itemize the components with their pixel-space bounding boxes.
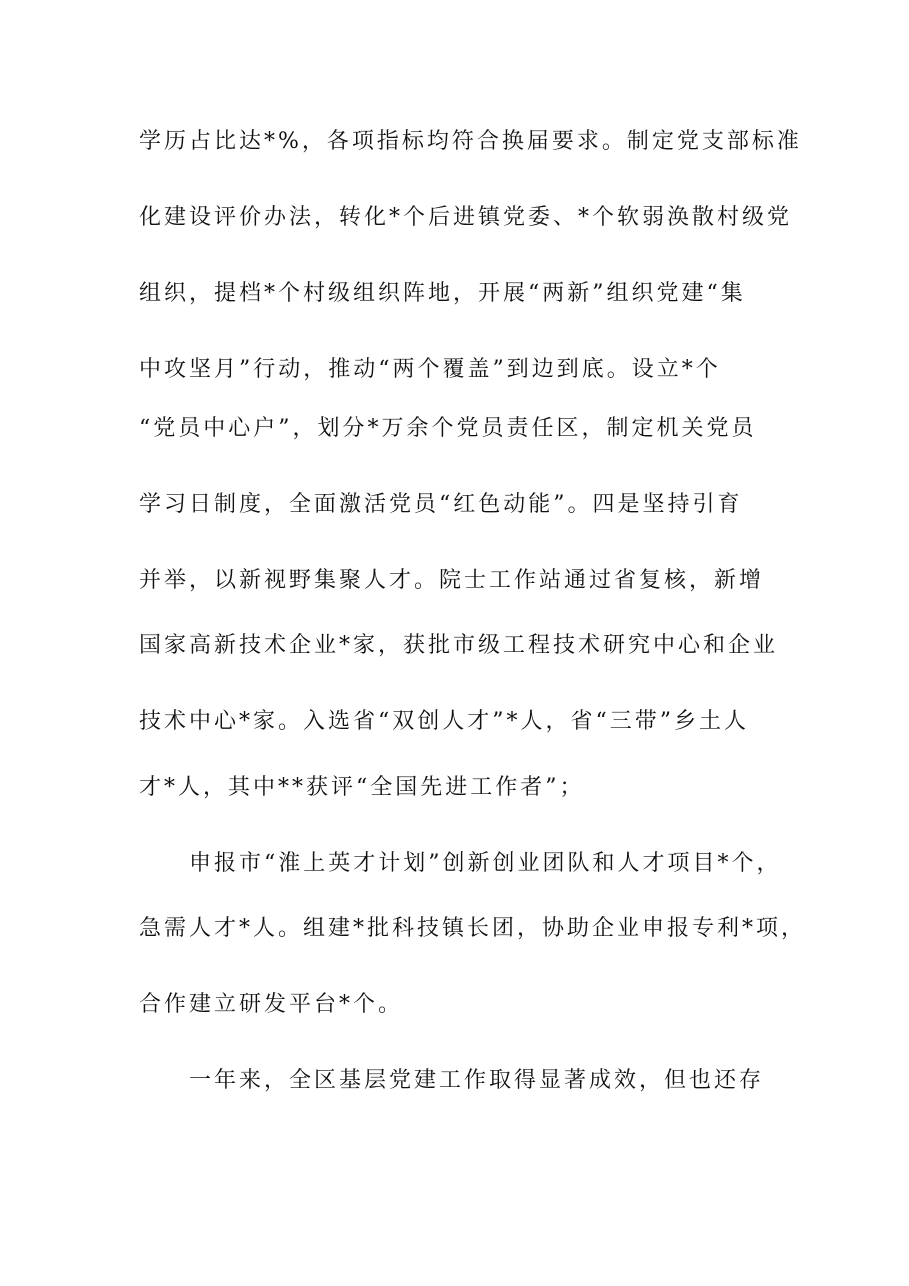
paragraph-line: 一年来，全区基层党建工作取得显著成效，但也还存 [189,1068,765,1093]
paragraph-line: 急需人才*人。组建*批科技镇长团，协助企业申报专利*项， [139,916,807,941]
paragraph-line: 并举，以新视野集聚人才。院士工作站通过省复核，新增 [139,568,765,593]
paragraph-line: 化建设评价办法，转化*个后进镇党委、*个软弱涣散村级党 [139,205,793,230]
paragraph-line: 组织，提档*个村级组织阵地，开展“两新”组织党建“集 [139,281,746,306]
paragraph-line: 才*人，其中**获评“全国先进工作者”； [139,775,585,800]
paragraph-line: 申报市“淮上英才计划”创新创业团队和人才项目*个， [189,851,782,876]
paragraph-line: 技术中心*家。入选省“双创人才”*人，省“三带”乡土人 [139,709,749,734]
paragraph-line: 学习日制度，全面激活党员“红色动能”。四是坚持引育 [139,492,743,517]
paragraph-line: “党员中心户”，划分*万余个党员责任区，制定机关党员 [139,416,757,441]
paragraph-line: 国家高新技术企业*家，获批市级工程技术研究中心和企业 [139,633,779,658]
paragraph-line: 学历占比达*%，各项指标均符合换届要求。制定党支部标准 [139,129,802,154]
paragraph-line: 中攻坚月”行动，推动“两个覆盖”到边到底。设立*个 [139,357,721,382]
paragraph-line: 合作建立研发平台*个。 [139,992,404,1017]
